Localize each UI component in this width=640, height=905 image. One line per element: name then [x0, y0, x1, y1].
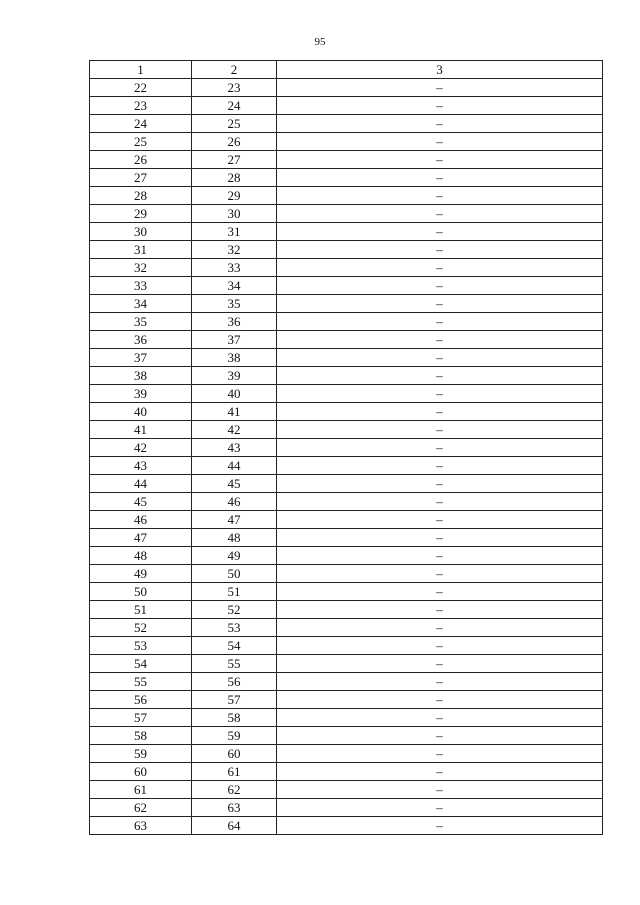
table-cell-col-1: 54: [90, 655, 192, 673]
table-cell-col-1: 62: [90, 799, 192, 817]
table-cell-col-1: 40: [90, 403, 192, 421]
table-row: [90, 763, 603, 781]
table-cell-col-2: 31: [192, 223, 277, 241]
table-row: [90, 637, 603, 655]
table-cell-col-1: 46: [90, 511, 192, 529]
table-cell-col-3: –: [277, 241, 603, 259]
table-cell-col-3: –: [277, 259, 603, 277]
table-cell-col-2: 64: [192, 817, 277, 835]
table-cell-col-2: 25: [192, 115, 277, 133]
table-cell-col-3: –: [277, 97, 603, 115]
table-cell-col-2: 43: [192, 439, 277, 457]
table-cell-col-1: 33: [90, 277, 192, 295]
column-header-1: 1: [90, 61, 192, 79]
table-body: [90, 79, 603, 835]
table-cell-col-1: 35: [90, 313, 192, 331]
table-row: [90, 403, 603, 421]
table-cell-col-2: 51: [192, 583, 277, 601]
table-cell-col-1: 55: [90, 673, 192, 691]
table-cell-col-3: –: [277, 637, 603, 655]
table-cell-col-2: 33: [192, 259, 277, 277]
table-row: [90, 691, 603, 709]
table-row: [90, 79, 603, 97]
table-cell-col-3: –: [277, 799, 603, 817]
table-cell-col-1: 34: [90, 295, 192, 313]
table-cell-col-3: –: [277, 385, 603, 403]
table-cell-col-2: 28: [192, 169, 277, 187]
table-row: [90, 799, 603, 817]
table-cell-col-3: –: [277, 493, 603, 511]
table-row: [90, 205, 603, 223]
page-number: 95: [314, 36, 326, 48]
table-row: [90, 475, 603, 493]
table-cell-col-2: 57: [192, 691, 277, 709]
table-row: [90, 673, 603, 691]
table-row: [90, 493, 603, 511]
table-cell-col-3: –: [277, 187, 603, 205]
table-cell-col-3: –: [277, 367, 603, 385]
table-cell-col-2: 34: [192, 277, 277, 295]
table-cell-col-2: 47: [192, 511, 277, 529]
table-cell-col-1: 37: [90, 349, 192, 367]
table-cell-col-2: 46: [192, 493, 277, 511]
table-cell-col-3: –: [277, 349, 603, 367]
table-cell-col-2: 60: [192, 745, 277, 763]
table-row: [90, 133, 603, 151]
table-cell-col-1: 38: [90, 367, 192, 385]
table-row: [90, 223, 603, 241]
table-row: [90, 619, 603, 637]
table-cell-col-2: 30: [192, 205, 277, 223]
table-cell-col-2: 24: [192, 97, 277, 115]
table-row: [90, 259, 603, 277]
table-row: [90, 241, 603, 259]
table-row: [90, 313, 603, 331]
table-cell-col-3: –: [277, 403, 603, 421]
table-cell-col-1: 59: [90, 745, 192, 763]
table-cell-col-2: 42: [192, 421, 277, 439]
table-cell-col-1: 61: [90, 781, 192, 799]
table-cell-col-2: 32: [192, 241, 277, 259]
table-cell-col-1: 53: [90, 637, 192, 655]
table-cell-col-2: 55: [192, 655, 277, 673]
table-cell-col-3: –: [277, 169, 603, 187]
table-row: [90, 169, 603, 187]
table-cell-col-2: 50: [192, 565, 277, 583]
table-row: [90, 529, 603, 547]
table-cell-col-2: 37: [192, 331, 277, 349]
table-cell-col-3: –: [277, 673, 603, 691]
table-cell-col-2: 26: [192, 133, 277, 151]
data-table: [89, 60, 603, 835]
table-row: [90, 349, 603, 367]
column-header-3: 3: [277, 61, 603, 79]
table-cell-col-3: –: [277, 709, 603, 727]
table-cell-col-1: 47: [90, 529, 192, 547]
table-row: [90, 457, 603, 475]
table-cell-col-3: –: [277, 439, 603, 457]
table-row: [90, 601, 603, 619]
table-cell-col-2: 52: [192, 601, 277, 619]
table-cell-col-2: 49: [192, 547, 277, 565]
table-cell-col-3: –: [277, 79, 603, 97]
table-cell-col-2: 63: [192, 799, 277, 817]
table-cell-col-1: 45: [90, 493, 192, 511]
table-cell-col-3: –: [277, 133, 603, 151]
table-cell-col-3: –: [277, 529, 603, 547]
header-row: [90, 61, 603, 79]
table-cell-col-2: 38: [192, 349, 277, 367]
table-row: [90, 781, 603, 799]
table-cell-col-1: 63: [90, 817, 192, 835]
table-cell-col-3: –: [277, 655, 603, 673]
table-cell-col-2: 27: [192, 151, 277, 169]
table-cell-col-1: 57: [90, 709, 192, 727]
table-row: [90, 115, 603, 133]
table-cell-col-3: –: [277, 727, 603, 745]
table-row: [90, 295, 603, 313]
table-cell-col-1: 23: [90, 97, 192, 115]
table-cell-col-1: 22: [90, 79, 192, 97]
table-cell-col-2: 56: [192, 673, 277, 691]
table-row: [90, 151, 603, 169]
table-cell-col-2: 36: [192, 313, 277, 331]
table-cell-col-1: 50: [90, 583, 192, 601]
table-cell-col-3: –: [277, 817, 603, 835]
table-row: [90, 817, 603, 835]
table-cell-col-2: 54: [192, 637, 277, 655]
table-cell-col-3: –: [277, 547, 603, 565]
table-cell-col-3: –: [277, 331, 603, 349]
table-row: [90, 745, 603, 763]
table-row: [90, 97, 603, 115]
table-cell-col-2: 29: [192, 187, 277, 205]
table-cell-col-3: –: [277, 205, 603, 223]
table-cell-col-2: 39: [192, 367, 277, 385]
table-cell-col-1: 52: [90, 619, 192, 637]
table-cell-col-1: 49: [90, 565, 192, 583]
table-cell-col-1: 27: [90, 169, 192, 187]
table-cell-col-3: –: [277, 565, 603, 583]
table-cell-col-1: 43: [90, 457, 192, 475]
table-cell-col-2: 61: [192, 763, 277, 781]
table-cell-col-1: 24: [90, 115, 192, 133]
table-cell-col-1: 41: [90, 421, 192, 439]
table-cell-col-1: 36: [90, 331, 192, 349]
table-cell-col-1: 31: [90, 241, 192, 259]
table-cell-col-3: –: [277, 151, 603, 169]
table-cell-col-3: –: [277, 511, 603, 529]
table-cell-col-1: 30: [90, 223, 192, 241]
table-cell-col-3: –: [277, 475, 603, 493]
table-cell-col-1: 48: [90, 547, 192, 565]
table-row: [90, 187, 603, 205]
table-row: [90, 655, 603, 673]
table-row: [90, 439, 603, 457]
table-cell-col-3: –: [277, 295, 603, 313]
table-row: [90, 511, 603, 529]
table-cell-col-2: 45: [192, 475, 277, 493]
table-cell-col-3: –: [277, 601, 603, 619]
table-row: [90, 547, 603, 565]
table-cell-col-1: 51: [90, 601, 192, 619]
table-cell-col-3: –: [277, 457, 603, 475]
table-row: [90, 385, 603, 403]
column-header-2: 2: [192, 61, 277, 79]
table-cell-col-2: 41: [192, 403, 277, 421]
table-cell-col-2: 44: [192, 457, 277, 475]
table-row: [90, 277, 603, 295]
table-row: [90, 727, 603, 745]
table-cell-col-3: –: [277, 691, 603, 709]
table-cell-col-3: –: [277, 115, 603, 133]
table-cell-col-3: –: [277, 277, 603, 295]
table-cell-col-3: –: [277, 763, 603, 781]
table-row: [90, 565, 603, 583]
table-cell-col-1: 26: [90, 151, 192, 169]
table-cell-col-3: –: [277, 313, 603, 331]
table-cell-col-1: 25: [90, 133, 192, 151]
table-cell-col-1: 29: [90, 205, 192, 223]
table-cell-col-3: –: [277, 223, 603, 241]
table-cell-col-3: –: [277, 781, 603, 799]
table-cell-col-2: 35: [192, 295, 277, 313]
table-cell-col-1: 44: [90, 475, 192, 493]
table-cell-col-2: 23: [192, 79, 277, 97]
table-cell-col-2: 53: [192, 619, 277, 637]
table-cell-col-1: 56: [90, 691, 192, 709]
table-row: [90, 331, 603, 349]
table-cell-col-1: 42: [90, 439, 192, 457]
table-cell-col-3: –: [277, 619, 603, 637]
table-row: [90, 421, 603, 439]
table-row: [90, 583, 603, 601]
table-cell-col-1: 28: [90, 187, 192, 205]
table-cell-col-2: 59: [192, 727, 277, 745]
table-cell-col-1: 60: [90, 763, 192, 781]
table-row: [90, 367, 603, 385]
table-cell-col-2: 48: [192, 529, 277, 547]
table-cell-col-2: 40: [192, 385, 277, 403]
table-cell-col-3: –: [277, 745, 603, 763]
table-cell-col-3: –: [277, 421, 603, 439]
table-cell-col-1: 32: [90, 259, 192, 277]
table-row: [90, 709, 603, 727]
table-cell-col-2: 62: [192, 781, 277, 799]
table-cell-col-2: 58: [192, 709, 277, 727]
table-cell-col-1: 58: [90, 727, 192, 745]
table-cell-col-1: 39: [90, 385, 192, 403]
table-cell-col-3: –: [277, 583, 603, 601]
